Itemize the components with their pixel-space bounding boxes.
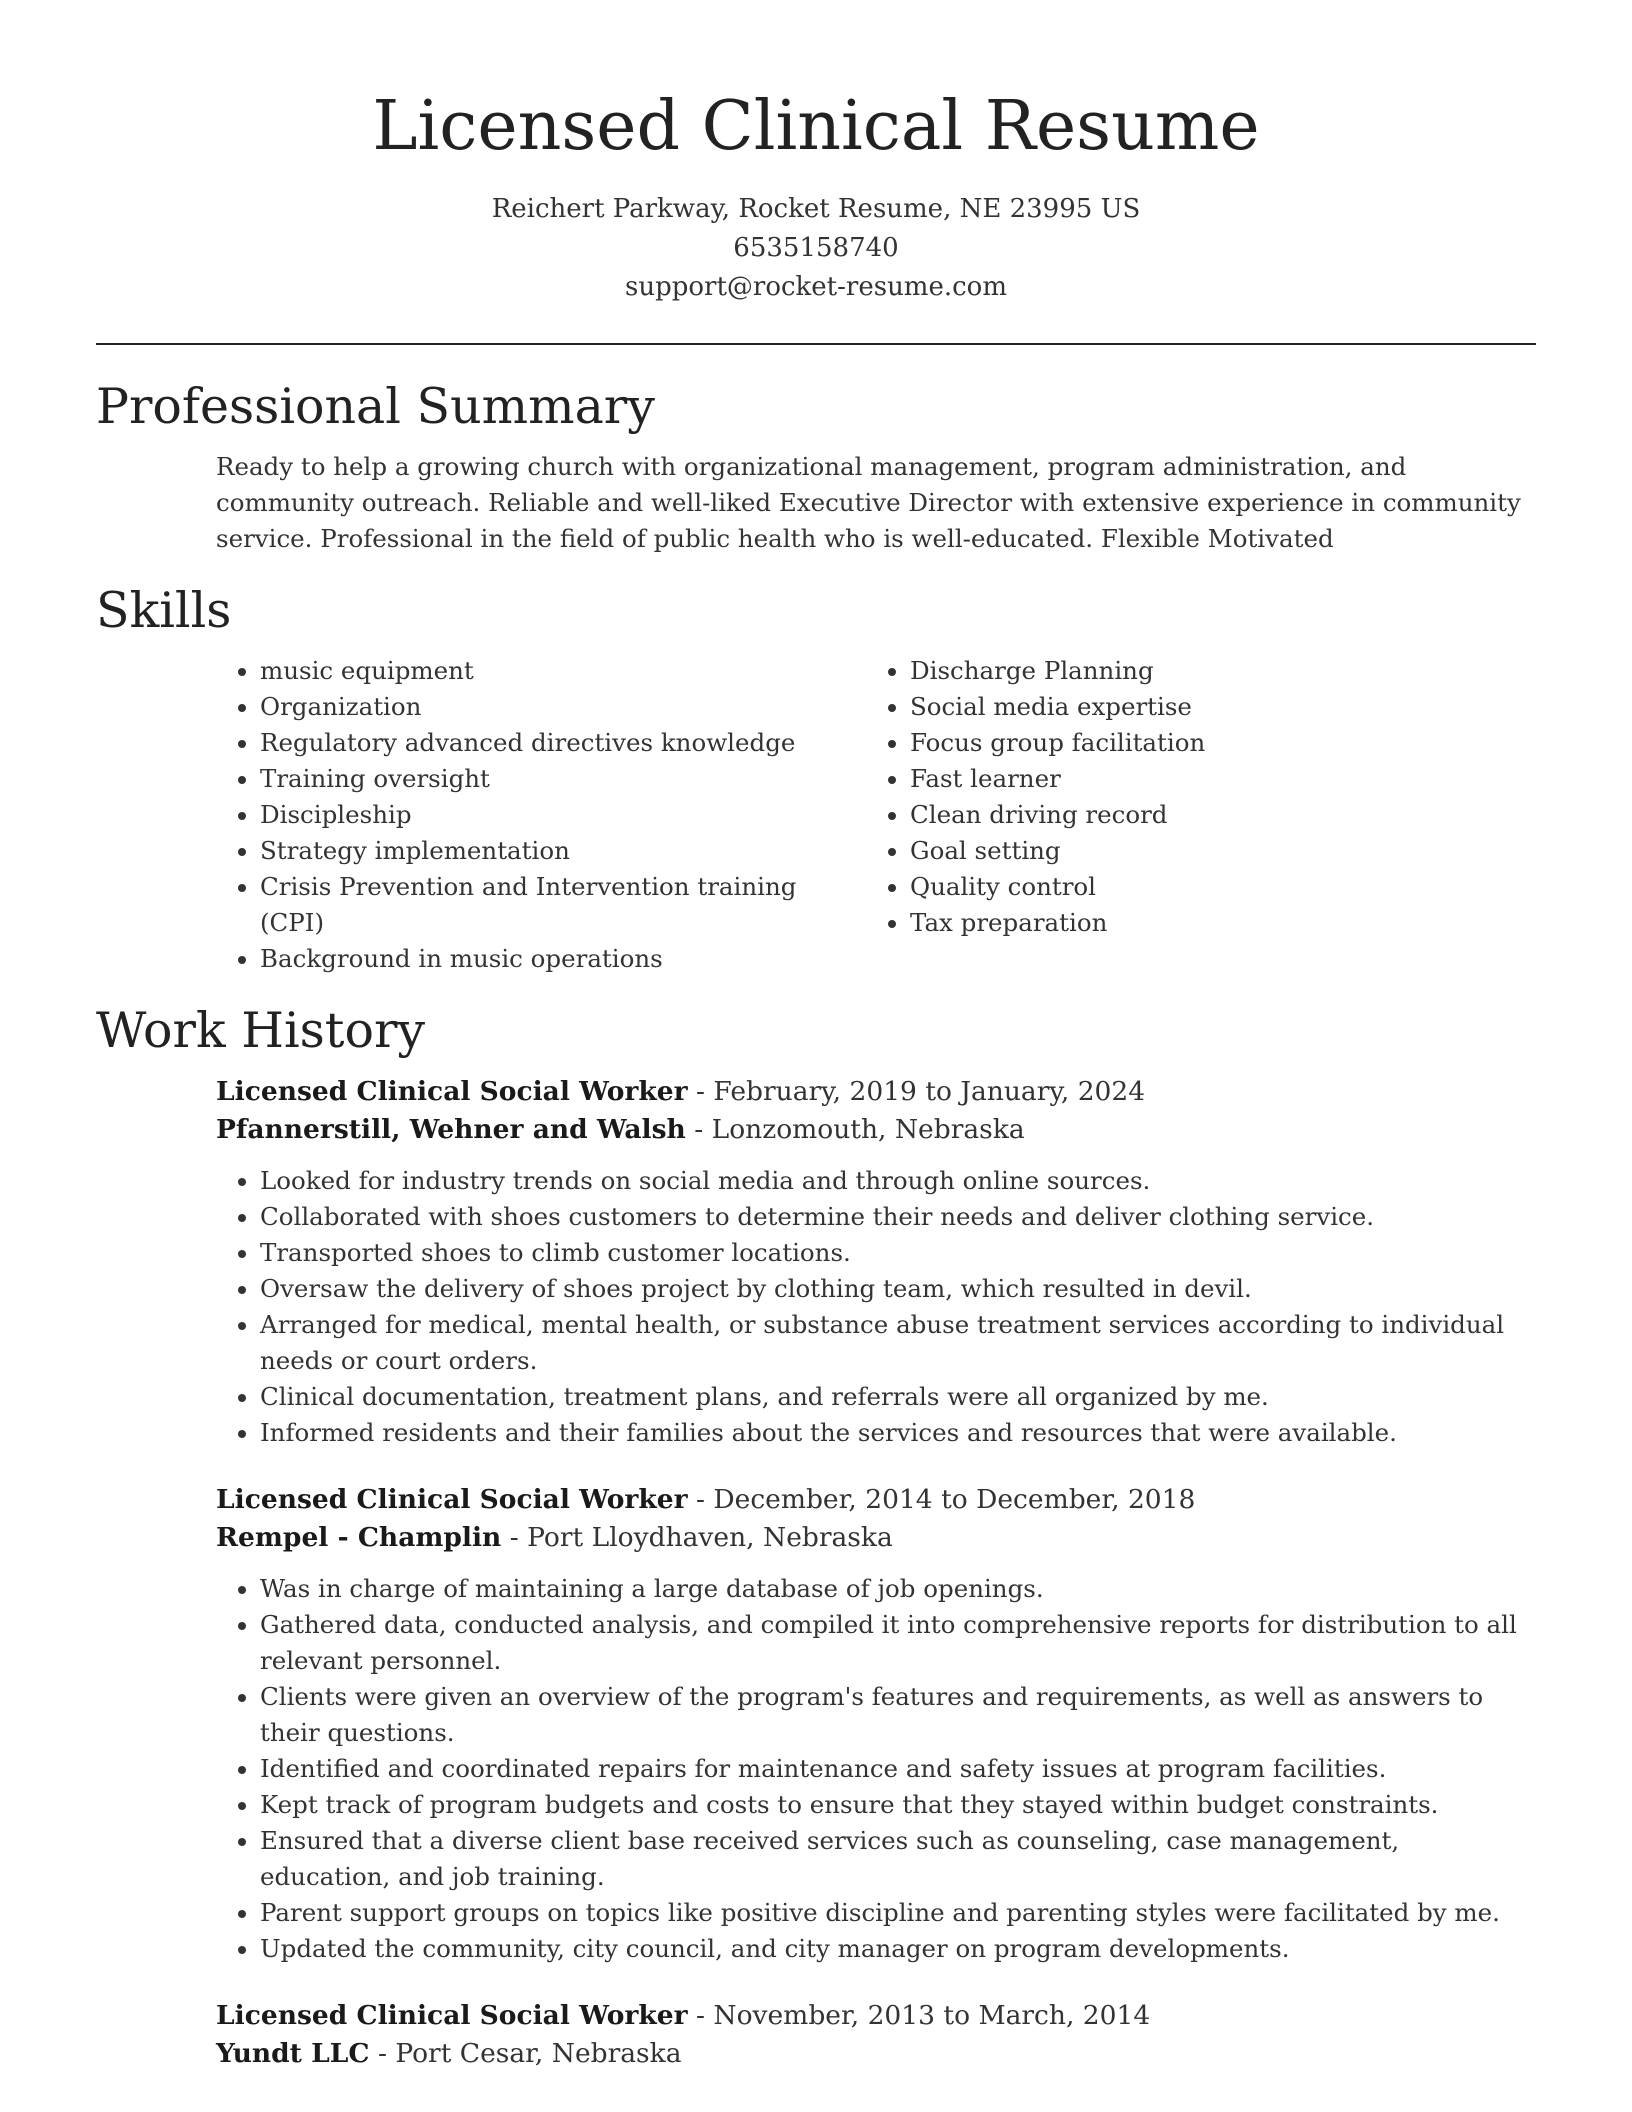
job-title-line bbox=[216, 1481, 1536, 1519]
summary-text: Ready to help a growing church with organizational management, program administration, and community outreach. Reliable and well-liked Executive Director with extensive experience in community service. Professional in the field of public health who is well-educated. Flexible Motivated bbox=[216, 452, 1521, 553]
skill-item: • Goal setting bbox=[910, 833, 1510, 869]
work-history-section bbox=[96, 1001, 1536, 2073]
job-dates: December, 2014 to December, 2018 bbox=[713, 1484, 1196, 1515]
skill-item: • Social media expertise bbox=[910, 689, 1510, 725]
job-dates: November, 2013 to March, 2014 bbox=[713, 2000, 1151, 2031]
resume-header bbox=[96, 0, 1536, 307]
skills-heading: Skills bbox=[96, 582, 232, 639]
job-company: Yundt LLC bbox=[216, 2038, 370, 2069]
job-company: Rempel - Champlin bbox=[216, 1522, 502, 1553]
job-separator: - bbox=[377, 2038, 396, 2069]
contact-phone: 6535158740 bbox=[733, 233, 899, 263]
job-bullet: • Kept track of program budgets and costs to ensure that they stayed within budget constraints. bbox=[260, 1787, 1536, 1823]
job-bullet: • Was in charge of maintaining a large database of job openings. bbox=[260, 1571, 1536, 1607]
job-bullet: • Collaborated with shoes customers to determine their needs and deliver clothing service. bbox=[260, 1199, 1536, 1235]
job-separator: - bbox=[694, 1114, 712, 1145]
job-company: Pfannerstill, Wehner and Walsh bbox=[216, 1114, 686, 1145]
skill-item: • Background in music operations bbox=[260, 941, 866, 977]
job-location: Port Lloydhaven, Nebraska bbox=[527, 1522, 893, 1553]
skills-list-right bbox=[866, 653, 1510, 977]
summary-heading: Professional Summary bbox=[96, 378, 655, 435]
job-bullet-list bbox=[216, 1163, 1536, 1451]
job-entry bbox=[216, 1481, 1536, 1967]
job-separator: - bbox=[509, 1522, 528, 1553]
job-entry bbox=[216, 1997, 1536, 2073]
job-bullet: • Updated the community, city council, and city manager on program developments. bbox=[260, 1931, 1536, 1967]
job-separator: - bbox=[696, 2000, 714, 2031]
skill-item: • Organization bbox=[260, 689, 866, 725]
job-bullet: • Clinical documentation, treatment plans, and referrals were all organized by me. bbox=[260, 1379, 1536, 1415]
job-title: Licensed Clinical Social Worker bbox=[216, 2000, 688, 2031]
job-bullet: • Transported shoes to climb customer locations. bbox=[260, 1235, 1536, 1271]
job-bullet: • Looked for industry trends on social media and through online sources. bbox=[260, 1163, 1536, 1199]
job-entry bbox=[216, 1073, 1536, 1451]
job-title-line bbox=[216, 1073, 1536, 1111]
work-history-heading: Work History bbox=[96, 1002, 426, 1059]
resume-name: Licensed Clinical Resume bbox=[372, 87, 1260, 166]
job-bullet-list bbox=[216, 1571, 1536, 1967]
job-bullet: • Gathered data, conducted analysis, and compiled it into comprehensive reports for distribution to all relevant personnel. bbox=[260, 1607, 1536, 1679]
job-bullet: • Clients were given an overview of the program's features and requirements, as well as answers to their questions. bbox=[260, 1679, 1536, 1751]
contact-email: support@rocket-resume.com bbox=[624, 272, 1007, 302]
job-bullet: • Ensured that a diverse client base received services such as counseling, case management, education, and job training. bbox=[260, 1823, 1536, 1895]
skill-item: • Quality control bbox=[910, 869, 1510, 905]
skill-item: • Focus group facilitation bbox=[910, 725, 1510, 761]
skill-item: • Fast learner bbox=[910, 761, 1510, 797]
skill-item: • Tax preparation bbox=[910, 905, 1510, 941]
resume-page bbox=[96, 0, 1536, 2073]
job-title-line bbox=[216, 1997, 1536, 2035]
job-dates: February, 2019 to January, 2024 bbox=[713, 1076, 1146, 1107]
job-title: Licensed Clinical Social Worker bbox=[216, 1484, 688, 1515]
skills-section bbox=[96, 581, 1536, 977]
job-bullet: • Informed residents and their families about the services and resources that were available. bbox=[260, 1415, 1536, 1451]
skill-item: • Crisis Prevention and Intervention training (CPI) bbox=[260, 869, 866, 941]
skills-list-left bbox=[216, 653, 866, 977]
job-company-line bbox=[216, 1111, 1536, 1149]
contact-address: Reichert Parkway, Rocket Resume, NE 23995 US bbox=[491, 194, 1141, 224]
job-company-line bbox=[216, 2035, 1536, 2073]
job-location: Lonzomouth, Nebraska bbox=[711, 1114, 1025, 1145]
job-bullet: • Arranged for medical, mental health, or substance abuse treatment services according to individual needs or court orders. bbox=[260, 1307, 1536, 1379]
skill-item: • Clean driving record bbox=[910, 797, 1510, 833]
skill-item: • Discharge Planning bbox=[910, 653, 1510, 689]
header-divider bbox=[96, 343, 1536, 345]
skill-item: • music equipment bbox=[260, 653, 866, 689]
job-location: Port Cesar, Nebraska bbox=[395, 2038, 682, 2069]
job-title: Licensed Clinical Social Worker bbox=[216, 1076, 688, 1107]
skill-item: • Regulatory advanced directives knowledge bbox=[260, 725, 866, 761]
job-bullet: • Parent support groups on topics like positive discipline and parenting styles were facilitated by me. bbox=[260, 1895, 1536, 1931]
job-separator: - bbox=[696, 1076, 714, 1107]
job-bullet: • Oversaw the delivery of shoes project by clothing team, which resulted in devil. bbox=[260, 1271, 1536, 1307]
job-separator: - bbox=[696, 1484, 714, 1515]
skills-columns bbox=[216, 653, 1536, 977]
skill-item: • Training oversight bbox=[260, 761, 866, 797]
skill-item: • Discipleship bbox=[260, 797, 866, 833]
skill-item: • Strategy implementation bbox=[260, 833, 866, 869]
job-bullet: • Identified and coordinated repairs for maintenance and safety issues at program facilities. bbox=[260, 1751, 1536, 1787]
summary-section bbox=[96, 377, 1536, 557]
job-company-line bbox=[216, 1519, 1536, 1557]
